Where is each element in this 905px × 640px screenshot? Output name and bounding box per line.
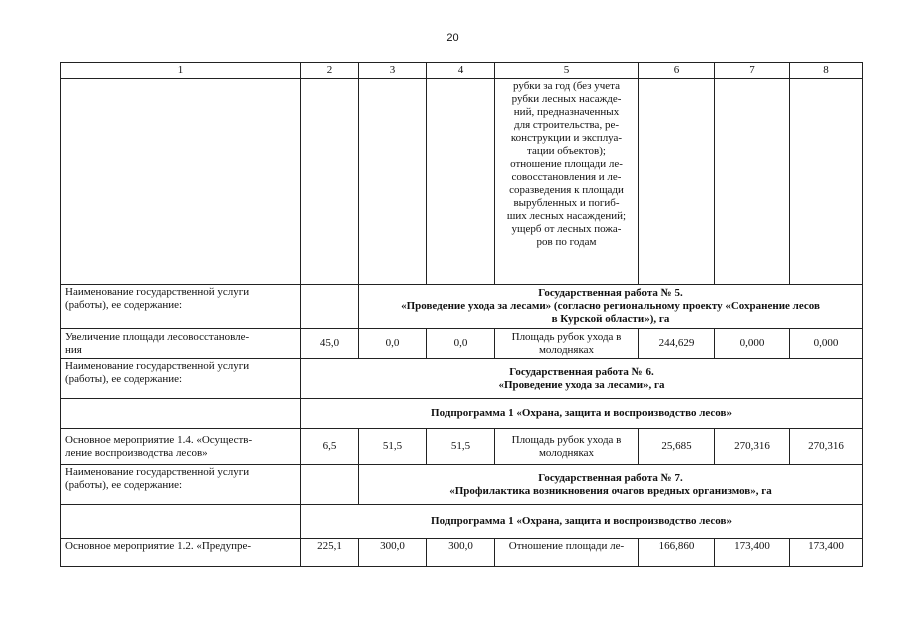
- indicator-continuation-text: рубки за год (без учета рубки лесных насажде- ний, предназначенных для строительства, ре- конструкции и эксплуа- тации объектов); отношение площади ле- совосстановления и ле- соразведения к площади вырубленных и погиб- ших лесных насаждений; ущерб от лесных пожа- ров по годам: [495, 79, 639, 285]
- cell-col7: 270,316: [715, 429, 790, 465]
- service-label: Наименование государственной услуги (работы), ее содержание:: [61, 359, 301, 399]
- column-number-5: 5: [495, 63, 639, 79]
- work5-header-row: [61, 285, 863, 329]
- table-row: [61, 539, 863, 567]
- cell-col7: 173,400: [715, 539, 790, 567]
- work6-heading: [301, 359, 863, 399]
- cell-col5: Отношение площади ле-: [495, 539, 639, 567]
- work5-heading: [359, 285, 863, 329]
- work5-description: «Проведение ухода за лесами» (согласно региональному проекту «Сохранение лесов в Курской области»), га: [401, 300, 820, 325]
- document-table: [60, 62, 863, 567]
- cell-col5: Площадь рубок ухода в молодняках: [495, 429, 639, 465]
- column-number-1: 1: [61, 63, 301, 79]
- work7-header-row: [61, 465, 863, 505]
- column-number-3: 3: [359, 63, 427, 79]
- service-label: Наименование государственной услуги (работы), ее содержание:: [61, 285, 301, 329]
- service-label: Наименование государственной услуги (работы), ее содержание:: [61, 465, 301, 505]
- work6-description: «Проведение ухода за лесами», га: [498, 378, 665, 391]
- cell-col8: 0,000: [790, 329, 863, 359]
- work7-heading: [359, 465, 863, 505]
- cell-col4: 51,5: [427, 429, 495, 465]
- cell-col8: 173,400: [790, 539, 863, 567]
- continuation-row: [61, 79, 863, 285]
- row-name: Увеличение площади лесовосстановле- ния: [61, 329, 301, 359]
- cell-col3: 300,0: [359, 539, 427, 567]
- work7-title: Государственная работа № 7.: [538, 471, 683, 484]
- page-number: 20: [446, 32, 459, 44]
- subprogram-row: [61, 399, 863, 429]
- column-number-7: 7: [715, 63, 790, 79]
- cell-col2: 225,1: [301, 539, 359, 567]
- cell-col4: 0,0: [427, 329, 495, 359]
- row-name: Основное мероприятие 1.4. «Осуществ- ление воспроизводства лесов»: [61, 429, 301, 465]
- subprogram-heading: Подпрограмма 1 «Охрана, защита и воспроизводство лесов»: [301, 399, 863, 429]
- subprogram-heading: Подпрограмма 1 «Охрана, защита и воспроизводство лесов»: [301, 505, 863, 539]
- work5-title: Государственная работа № 5.: [538, 287, 683, 299]
- cell-col6: 166,860: [639, 539, 715, 567]
- cell-col7: 0,000: [715, 329, 790, 359]
- cell-col3: 0,0: [359, 329, 427, 359]
- work6-header-row: [61, 359, 863, 399]
- cell-col6: 25,685: [639, 429, 715, 465]
- cell-col4: 300,0: [427, 539, 495, 567]
- subprogram-row: [61, 505, 863, 539]
- cell-col6: 244,629: [639, 329, 715, 359]
- column-number-row: [61, 63, 863, 79]
- column-number-8: 8: [790, 63, 863, 79]
- work7-description: «Профилактика возникновения очагов вредных организмов», га: [449, 484, 772, 497]
- column-number-4: 4: [427, 63, 495, 79]
- column-number-2: 2: [301, 63, 359, 79]
- row-name: Основное мероприятие 1.2. «Предупре-: [61, 539, 301, 567]
- cell-col2: 6,5: [301, 429, 359, 465]
- column-number-6: 6: [639, 63, 715, 79]
- table-row: [61, 429, 863, 465]
- work6-title: Государственная работа № 6.: [509, 365, 654, 378]
- cell-col2: 45,0: [301, 329, 359, 359]
- table-row: [61, 329, 863, 359]
- cell-col8: 270,316: [790, 429, 863, 465]
- cell-col5: Площадь рубок ухода в молодняках: [495, 329, 639, 359]
- cell-col3: 51,5: [359, 429, 427, 465]
